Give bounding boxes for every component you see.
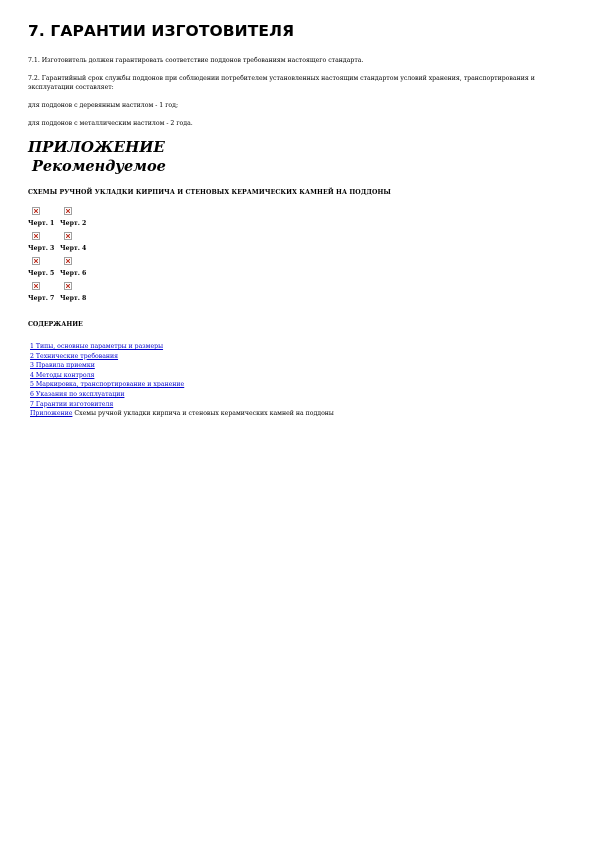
toc-item xyxy=(30,409,568,419)
toc-item xyxy=(30,390,568,400)
drawing-row xyxy=(28,282,568,307)
drawing-row xyxy=(28,207,568,232)
drawing-cell xyxy=(28,207,54,227)
document-page xyxy=(28,22,568,419)
drawing-cell xyxy=(60,282,86,302)
broken-image-icon xyxy=(32,282,40,290)
drawing-cell xyxy=(28,282,54,302)
appendix-subtitle: Рекомендуемое xyxy=(32,158,166,175)
toc-link-appendix[interactable]: Приложение xyxy=(30,410,73,418)
drawing-label: Черт. 8 xyxy=(60,295,87,302)
section-title: 7. ГАРАНТИИ ИЗГОТОВИТЕЛЯ xyxy=(28,22,295,40)
schemes-title: СХЕМЫ РУЧНОЙ УКЛАДКИ КИРПИЧА И СТЕНОВЫХ КЕРАМИЧЕСКИХ КАМНЕЙ НА ПОДДОНЫ xyxy=(28,189,391,196)
toc-link[interactable]: 5 Маркировка, транспортирование и хранение xyxy=(30,381,185,389)
toc-link[interactable]: 4 Методы контроля xyxy=(30,371,95,379)
toc-link[interactable]: 1 Типы, основные параметры и размеры xyxy=(30,343,164,350)
broken-image-icon xyxy=(32,207,40,215)
broken-image-icon xyxy=(64,282,72,290)
table-of-contents xyxy=(30,342,568,419)
drawing-label: Черт. 1 xyxy=(28,220,55,227)
broken-image-icon xyxy=(32,232,40,240)
broken-image-icon xyxy=(32,257,40,265)
toc-item xyxy=(30,342,568,352)
drawing-label: Черт. 7 xyxy=(28,295,55,302)
drawing-cell xyxy=(28,232,54,252)
toc-link[interactable]: 6 Указания по эксплуатации xyxy=(30,390,125,398)
toc-title: СОДЕРЖАНИЕ xyxy=(28,321,83,328)
paragraph-metal-deck: для поддонов с металлическим настилом - 2 года. xyxy=(28,120,193,127)
toc-link[interactable]: 3 Правила приемки xyxy=(30,362,95,370)
toc-item xyxy=(30,352,568,362)
toc-item xyxy=(30,371,568,381)
toc-item xyxy=(30,400,568,410)
drawing-label: Черт. 3 xyxy=(28,245,55,252)
drawing-cell xyxy=(28,257,54,277)
toc-appendix-text: Схемы ручной укладки кирпича и стеновых керамических камней на поддоны xyxy=(72,410,334,418)
paragraph-7-1: 7.1. Изготовитель должен гарантировать соответствие поддонов требованиям настоящего стандарта. xyxy=(28,57,364,64)
broken-image-icon xyxy=(64,207,72,215)
drawing-label: Черт. 6 xyxy=(60,270,87,277)
paragraph-7-2: 7.2. Гарантийный срок службы поддонов при соблюдении потребителем установленных настоящим стандартом условий хранения, транспортирования и эксплуатации составляет: xyxy=(28,75,535,91)
drawing-label: Черт. 2 xyxy=(60,220,87,227)
toc-item xyxy=(30,380,568,390)
drawing-row xyxy=(28,257,568,282)
drawing-cell xyxy=(60,207,86,227)
drawing-row xyxy=(28,232,568,257)
broken-image-icon xyxy=(64,232,72,240)
drawing-cell xyxy=(60,257,86,277)
drawing-label: Черт. 5 xyxy=(28,270,55,277)
toc-item xyxy=(30,361,568,371)
toc-link[interactable]: 2 Технические требования xyxy=(30,352,119,360)
drawing-label: Черт. 4 xyxy=(60,245,87,252)
drawings-grid xyxy=(28,207,568,307)
appendix-title: ПРИЛОЖЕНИЕ xyxy=(28,138,165,156)
broken-image-icon xyxy=(64,257,72,265)
paragraph-wooden-deck: для поддонов с деревянным настилом - 1 год; xyxy=(28,102,179,109)
toc-link[interactable]: 7 Гарантии изготовителя xyxy=(30,400,114,408)
drawing-cell xyxy=(60,232,86,252)
